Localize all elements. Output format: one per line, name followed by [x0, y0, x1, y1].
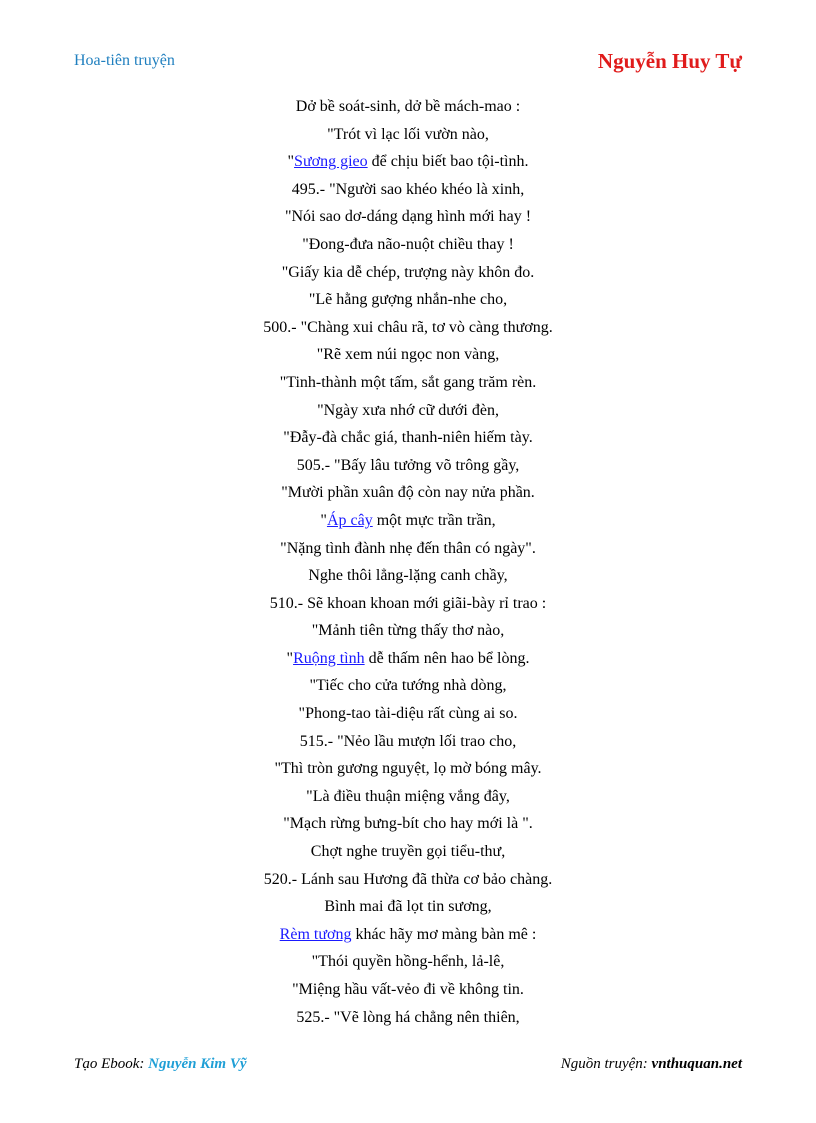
poem-line-text: Dở bề soát-sinh, dở bề mách-mao :	[295, 98, 521, 115]
poem-line-text: "	[320, 511, 327, 529]
poem-line	[0, 728, 816, 756]
poem-line-text: một mực trần trần,	[372, 511, 496, 529]
poem-line-text: 515.- "Nẻo lầu mượn lối trao cho,	[299, 732, 517, 750]
poem-line	[0, 93, 816, 121]
poem-line	[0, 976, 816, 1004]
poem-line	[0, 176, 816, 204]
poem-line-text: 510.- Sẽ khoan khoan mới giãi-bày rỉ trao :	[269, 594, 547, 612]
poem-line	[0, 479, 816, 507]
poem-line-text: "Giấy kia dễ chép, trượng này khôn đo.	[281, 263, 535, 281]
poem-line-text: "Nặng tình đành nhẹ đến thân có ngày".	[280, 539, 536, 557]
poem-line-text: "Mười phần xuân độ còn nay nửa phần.	[281, 484, 535, 502]
footnote-link[interactable]: Ruộng tình	[293, 649, 365, 667]
poem-line-text: "Miệng hầu vất-vẻo đi về không tin.	[292, 981, 524, 998]
poem-line	[0, 121, 816, 149]
poem-line-text: "Đẫy-đà chắc giá, thanh-niên hiếm tày.	[283, 429, 533, 447]
poem-line	[0, 231, 816, 259]
poem-line-text: "	[287, 153, 295, 171]
poem-line	[0, 810, 816, 838]
poem-line-text: "Lẽ hằng gượng nhắn-nhe cho,	[308, 291, 508, 309]
poem-line-text: "Đong-đưa não-nuột chiều thay !	[302, 235, 514, 253]
poem-line	[0, 369, 816, 397]
poem-line	[0, 645, 816, 673]
poem-line-text: để chịu biết bao tội-tình.	[367, 153, 529, 171]
poem-line-text: "Trót vì lạc lối vườn nào,	[327, 125, 489, 143]
poem-line-text: "Tiếc cho cửa tướng nhà dòng,	[309, 677, 507, 695]
poem-line-text: "	[286, 649, 294, 667]
poem-line-text: khác hãy mơ màng bàn mê :	[351, 925, 537, 943]
poem-line	[0, 341, 816, 369]
poem-line-text: dễ thấm nên hao bể lòng.	[364, 649, 530, 667]
poem-line-text: "Thói quyền hồng-hểnh, lả-lê,	[311, 953, 505, 971]
poem-body	[0, 93, 816, 1031]
poem-line	[0, 314, 816, 342]
poem-line	[0, 507, 816, 535]
poem-line-text: Nghe thôi lẳng-lặng canh chầy,	[308, 567, 508, 585]
poem-line	[0, 452, 816, 480]
poem-line	[0, 948, 816, 976]
poem-line-text: "Nói sao dơ-dáng dạng hình mới hay !	[284, 208, 532, 226]
poem-line	[0, 921, 816, 949]
poem-line-text: "Tinh-thành một tấm, sắt gang trăm rèn.	[279, 373, 537, 391]
poem-line	[0, 259, 816, 287]
poem-line-text: Bình mai đã lọt tin sương,	[324, 898, 492, 916]
poem-line	[0, 672, 816, 700]
footnote-link[interactable]: Rèm tương	[279, 925, 352, 943]
source-credit	[561, 1056, 742, 1073]
ebook-creator-name: Nguyễn Kim Vỹ	[148, 1056, 247, 1072]
footnote-link[interactable]: Áp cây	[326, 511, 373, 529]
poem-line-text: "Là điều thuận miệng vắng đây,	[306, 787, 510, 805]
poem-line	[0, 783, 816, 811]
ebook-credit-label: Tạo Ebook	[74, 1056, 140, 1072]
poem-line	[0, 424, 816, 452]
poem-line-text: Chợt nghe truyền gọi tiểu-thư,	[310, 843, 506, 861]
poem-line-text: 500.- "Chàng xui châu rã, tơ vò càng thương.	[263, 318, 553, 336]
ebook-credit	[74, 1056, 247, 1073]
author-name: Nguyễn Huy Tự	[597, 49, 742, 73]
poem-line	[0, 893, 816, 921]
footnote-link[interactable]: Sương gieo	[294, 153, 368, 171]
poem-line	[0, 700, 816, 728]
poem-line-text: "Mạch rừng bưng-bít cho hay mới là ".	[283, 815, 533, 833]
poem-line-text: "Mảnh tiên từng thấy thơ nào,	[311, 622, 505, 640]
poem-line-text: 495.- "Người sao khéo khéo là xinh,	[291, 180, 525, 198]
ebook-credit-sep: :	[139, 1056, 149, 1072]
poem-line	[0, 535, 816, 563]
poem-line-text: 525.- "Vẽ lòng há chẳng nên thiên,	[296, 1008, 520, 1026]
poem-line-text: 505.- "Bấy lâu tưởng võ trông gầy,	[296, 456, 520, 474]
poem-line	[0, 838, 816, 866]
poem-line	[0, 866, 816, 894]
poem-line	[0, 203, 816, 231]
poem-line	[0, 1004, 816, 1032]
poem-line	[0, 397, 816, 425]
poem-line	[0, 148, 816, 176]
poem-line	[0, 590, 816, 618]
poem-line-text: 520.- Lánh sau Hương đã thừa cơ bảo chàng.	[263, 870, 553, 888]
poem-line-text: "Rẽ xem núi ngọc non vàng,	[316, 346, 500, 364]
poem-line-text: "Ngày xưa nhớ cữ dưới đèn,	[317, 401, 499, 419]
poem-line-text: "Phong-tao tài-diệu rất cùng ai so.	[298, 705, 518, 723]
poem-line	[0, 562, 816, 590]
book-title: Hoa-tiên truyện	[74, 52, 175, 69]
source-credit-sep: :	[642, 1056, 652, 1072]
poem-line	[0, 617, 816, 645]
source-site: vnthuquan.net	[651, 1056, 742, 1072]
poem-line	[0, 755, 816, 783]
poem-line	[0, 286, 816, 314]
poem-line-text: "Thì tròn gương nguyệt, lọ mờ bóng mây.	[274, 760, 542, 778]
source-credit-label: Nguồn truyện	[560, 1056, 643, 1072]
